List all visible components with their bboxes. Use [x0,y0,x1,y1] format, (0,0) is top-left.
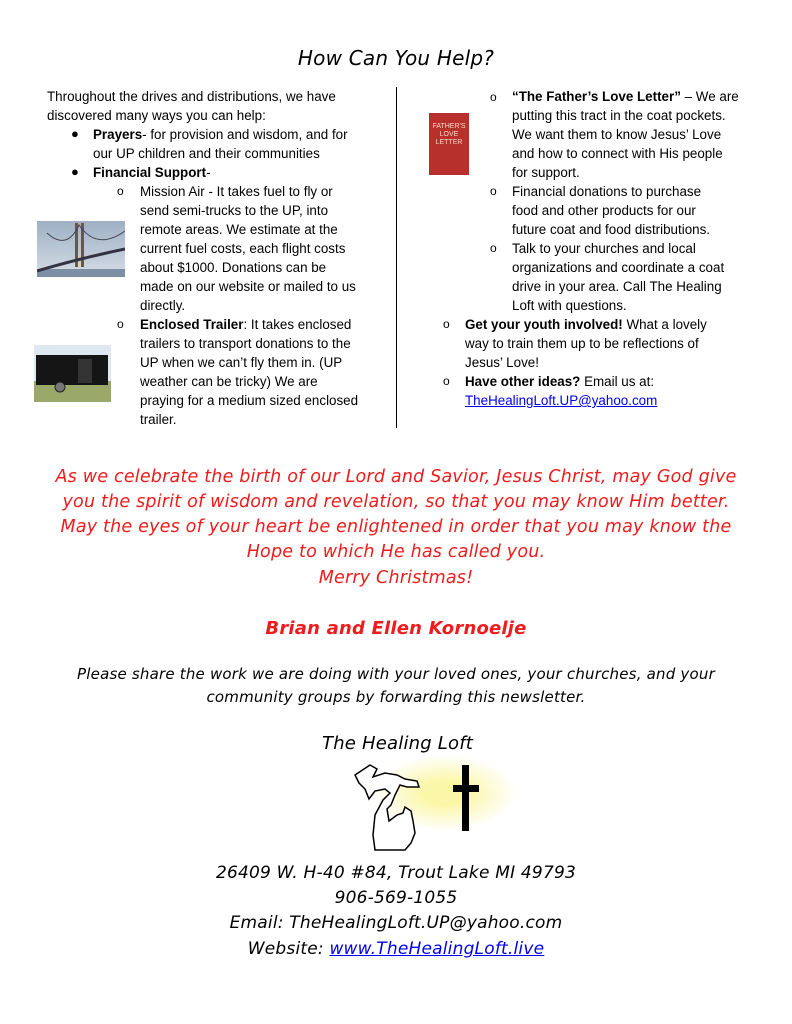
youth-text: What a lovely [622,317,707,332]
prayers-label: Prayers [93,127,143,142]
fathers-letter-item [512,87,739,106]
trailer-text: weather can be tricky) We are [140,374,318,389]
phone: 906-569-1055 [334,888,458,908]
youth-label: Get your youth involved! [465,317,623,332]
mission-air-text: about $1000. Donations can be [140,260,327,275]
fathers-letter-text: putting this tract in the coat pockets. [512,108,726,123]
signature: Brian and Ellen Kornoelje [265,618,527,639]
mission-air-text: Mission Air - It takes fuel to fly or [140,184,333,199]
financial-donations-text: Financial donations to purchase [512,184,702,199]
financial-suffix: - [206,165,211,180]
cross-icon [462,765,469,831]
trailer-text: trailers to transport donations to the [140,336,351,351]
share-line: Please share the work we are doing with your loved ones, your churches, and your [77,665,715,683]
talk-text: organizations and coordinate a coat [512,260,725,275]
bullet-icon: ● [71,164,79,179]
financial-support-item [93,163,211,182]
youth-text: Jesus’ Love! [465,355,539,370]
talk-text: Talk to your churches and local [512,241,696,256]
share-line: community groups by forwarding this newsletter. [206,688,586,706]
bullet-icon: ● [71,126,79,141]
mission-air-text: made on our website or mailed to us [140,279,356,294]
merry-christmas: Merry Christmas! [318,568,474,588]
contact-email: Email: TheHealingLoft.UP@yahoo.com [229,913,563,933]
financial-donations-text: future coat and food distributions. [512,222,711,237]
talk-text: drive in your area. Call The Healing [512,279,722,294]
mission-air-text: remote areas. We estimate at the [140,222,338,237]
circle-bullet-icon: o [490,90,497,104]
financial-donations-text: food and other products for our [512,203,696,218]
mission-air-text: send semi-trucks to the UP, into [140,203,329,218]
trailer-text: : It takes enclosed [243,317,352,332]
column-divider [396,87,397,428]
trailer-text: praying for a medium sized enclosed [140,393,359,408]
prayers-text: - for provision and wisdom, and for [142,127,348,142]
ideas-label: Have other ideas? [465,374,581,389]
circle-bullet-icon: o [490,184,497,198]
trailer-text: trailer. [140,412,177,427]
youth-text: way to train them up to be reflections of [465,336,699,351]
logo-title: The Healing Loft [322,733,474,754]
fathers-letter-text: We want them to know Jesus’ Love [512,127,722,142]
youth-item [465,315,707,334]
fathers-letter-text: – We are [680,89,739,104]
website-label: Website: [247,939,330,959]
prayers-text: our UP children and their communities [93,146,320,161]
michigan-cross-logo [345,755,520,860]
email-link-wrapper [465,391,657,410]
ideas-text: Email us at: [580,374,655,389]
blessing-line: May the eyes of your heart be enlightened in order that you may know the [60,517,732,537]
trailer-item [140,315,351,334]
bridge-image [37,221,125,277]
page-title: How Can You Help? [297,46,495,70]
circle-bullet-icon: o [490,241,497,255]
address: 26409 W. H-40 #84, Trout Lake MI 49793 [215,863,576,883]
mission-air-text: directly. [140,298,186,313]
blessing-line: Hope to which He has called you. [246,542,546,562]
fathers-letter-text: for support. [512,165,580,180]
intro-line: discovered many ways you can help: [47,108,266,123]
website-link[interactable]: www.TheHealingLoft.live [329,939,545,959]
circle-bullet-icon: o [443,374,450,388]
website-line [0,939,792,959]
blessing-line: you the spirit of wisdom and revelation, so that you may know Him better. [62,492,730,512]
trailer-image [34,345,111,402]
trailer-text: UP when we can’t fly them in. (UP [140,355,343,370]
financial-support-label: Financial Support [93,165,207,180]
talk-text: Loft with questions. [512,298,627,313]
circle-bullet-icon: o [117,317,124,331]
intro-line: Throughout the drives and distributions, we have [47,89,336,104]
trailer-label: Enclosed Trailer [140,317,244,332]
book-cover-image: FATHER'S LOVE LETTER [429,113,469,175]
blessing-line: As we celebrate the birth of our Lord and Savior, Jesus Christ, may God give [55,467,737,487]
prayers-item [93,125,348,144]
circle-bullet-icon: o [443,317,450,331]
fathers-letter-text: and how to connect with His people [512,146,723,161]
mission-air-text: current fuel costs, each flight costs [140,241,346,256]
fathers-letter-label: “The Father’s Love Letter” [512,89,681,104]
ideas-item [465,372,654,391]
circle-bullet-icon: o [117,184,124,198]
email-link[interactable]: TheHealingLoft.UP@yahoo.com [465,393,658,408]
